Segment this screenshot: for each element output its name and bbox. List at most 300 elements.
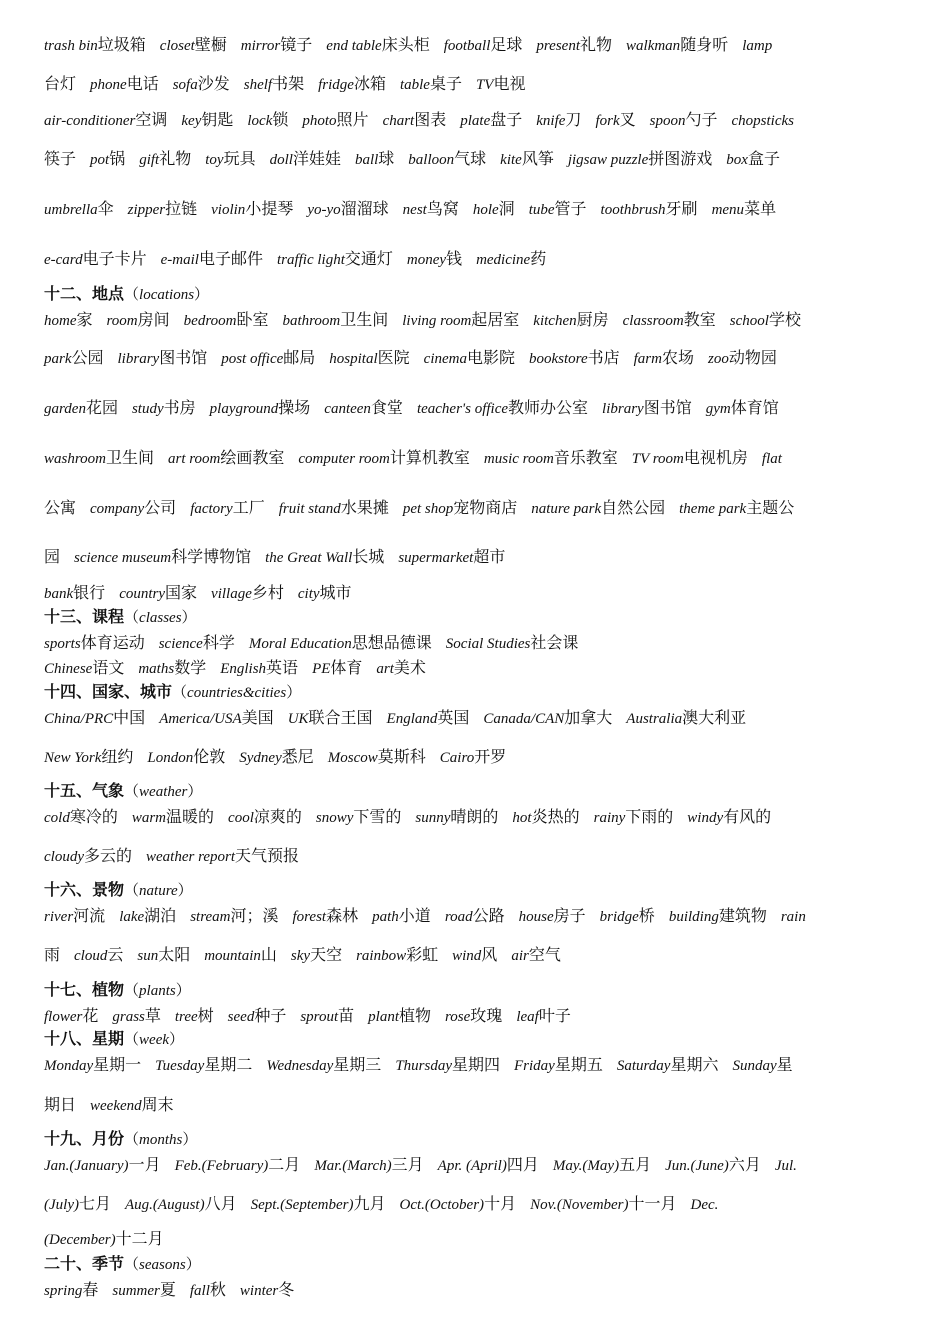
vocab-entry [128, 195, 198, 224]
english-word: zipper [127, 202, 166, 218]
english-word: Thursday [395, 1058, 452, 1074]
chinese-meaning: 锁 [272, 110, 289, 129]
vocab-entry [514, 1051, 603, 1080]
section-heading: 十三、课程（classes） [44, 607, 197, 626]
vocab-entry [600, 902, 655, 931]
vocab-entry [251, 1190, 386, 1219]
vocab-entry [529, 195, 587, 224]
english-word: plate [460, 113, 491, 129]
vocab-line [44, 1276, 920, 1304]
chinese-meaning: 春 [82, 1280, 99, 1299]
vocab-entry [181, 106, 233, 135]
chinese-meaning: 学校 [768, 310, 801, 329]
english-word: weather report [146, 849, 236, 865]
english-word: bank [44, 586, 74, 602]
vocab-entry [679, 494, 794, 523]
chinese-meaning: 纽约 [101, 747, 134, 766]
chinese-meaning: 五月 [619, 1155, 652, 1174]
english-word: phone [90, 77, 127, 93]
vocab-line [44, 1190, 920, 1218]
section-english: plants [139, 983, 176, 999]
vocab-entry [568, 145, 712, 174]
section-title: 十六、景物 [44, 880, 125, 899]
english-word: Monday [44, 1058, 94, 1074]
english-word: sunny [415, 810, 451, 826]
english-word: key [181, 113, 202, 129]
vocab-entry [329, 344, 409, 373]
vocab-entry [424, 344, 515, 373]
chinese-meaning: 期日 [44, 1095, 77, 1114]
vocab-entry [161, 245, 263, 274]
english-word: e-mail [160, 252, 199, 268]
english-word: knife [536, 113, 566, 129]
english-word: Wednesday [266, 1058, 334, 1074]
vocab-entry [44, 444, 154, 473]
english-word: Oct.(October) [399, 1197, 485, 1213]
chinese-meaning: 风 [481, 945, 498, 964]
english-word: table [399, 77, 430, 93]
english-word: Aug.(August) [125, 1197, 205, 1213]
chinese-meaning: 思想品德课 [351, 633, 432, 652]
chinese-meaning: 开罗 [474, 747, 507, 766]
chinese-meaning: 河流 [73, 906, 106, 925]
vocab-entry [90, 494, 176, 523]
english-word: washroom [44, 451, 106, 467]
chinese-meaning: 凉爽的 [253, 807, 302, 826]
section-english: week [139, 1032, 170, 1048]
english-word: (July) [44, 1197, 79, 1213]
chinese-meaning: 有风的 [723, 807, 772, 826]
chinese-meaning: 澳大利亚 [682, 708, 747, 727]
vocab-entry [484, 444, 618, 473]
section-title: 十七、植物 [44, 980, 125, 999]
vocab-entry [298, 579, 352, 608]
chinese-meaning: 房间 [137, 310, 170, 329]
chinese-meaning: 电子卡片 [82, 249, 147, 268]
vocab-line [44, 803, 920, 831]
vocab-entry [44, 70, 76, 98]
vocab-entry [473, 195, 515, 224]
english-word: trash bin [44, 38, 98, 54]
english-word: TV [475, 77, 494, 93]
vocab-entry [730, 306, 801, 335]
vocab-entry [383, 106, 447, 135]
english-word: sky [290, 948, 311, 964]
chinese-meaning: 森林 [326, 906, 359, 925]
chinese-meaning: 彩虹 [406, 945, 439, 964]
vocab-entry [173, 70, 230, 99]
chinese-meaning: 湖泊 [144, 906, 177, 925]
english-word: pet shop [402, 501, 454, 517]
english-word: Saturday [616, 1058, 671, 1074]
vocab-entry [44, 31, 146, 60]
vocab-line [44, 444, 920, 472]
chinese-meaning: 礼物 [580, 35, 613, 54]
chinese-meaning: 拼图游戏 [648, 149, 713, 168]
vocab-entry [511, 941, 561, 970]
vocab-entry [298, 444, 470, 473]
chinese-meaning: 一月 [128, 1155, 161, 1174]
chinese-meaning: 电子邮件 [198, 249, 263, 268]
english-word: Chinese [44, 661, 93, 677]
vocab-line [44, 245, 920, 273]
vocab-entry [132, 803, 214, 832]
vocab-entry [190, 1276, 226, 1305]
vocab-entry [594, 803, 674, 832]
chinese-meaning: 三月 [391, 1155, 424, 1174]
chinese-meaning: 玫瑰 [470, 1006, 503, 1025]
english-word: medicine [476, 252, 531, 268]
chinese-meaning: 星期五 [554, 1055, 603, 1074]
chinese-meaning: 体育馆 [730, 398, 779, 417]
vocab-entry [553, 1151, 651, 1180]
vocab-entry [137, 941, 190, 970]
vocab-entry [417, 394, 588, 423]
vocab-entry [400, 1190, 517, 1219]
section-heading: 十九、月份（months） [44, 1129, 198, 1148]
chinese-meaning: 科学 [202, 633, 235, 652]
vocab-line [44, 1225, 920, 1253]
vocab-entry [445, 902, 505, 931]
chinese-meaning: 勺子 [685, 110, 718, 129]
vocab-entry [190, 494, 265, 523]
chinese-meaning: 图表 [414, 110, 447, 129]
english-word: toy [205, 152, 224, 168]
chinese-meaning: 沙发 [197, 74, 230, 93]
vocab-entry [483, 704, 612, 733]
english-word: science [158, 636, 203, 652]
vocab-line [44, 1091, 920, 1119]
vocab-line [44, 31, 920, 59]
english-word: hospital [329, 351, 378, 367]
chinese-meaning: 洋娃娃 [292, 149, 341, 168]
vocab-entry [147, 743, 225, 772]
chinese-meaning: 钥匙 [201, 110, 234, 129]
section-heading: 十八、星期（week） [44, 1029, 185, 1048]
vocab-entry [44, 344, 104, 373]
chinese-meaning: 联合王国 [308, 708, 373, 727]
vocab-line [44, 654, 920, 682]
english-word: cloudy [44, 849, 84, 865]
vocab-entry [398, 543, 505, 572]
chinese-meaning: 花 [82, 1006, 99, 1025]
section-title: 二十、季节 [44, 1254, 125, 1273]
chinese-meaning: 园 [44, 547, 61, 566]
english-word: seed [227, 1009, 255, 1025]
english-word: menu [711, 202, 745, 218]
vocab-entry [44, 1091, 76, 1119]
english-word: lock [247, 113, 273, 129]
english-word: pot [90, 152, 110, 168]
section-english: nature [139, 883, 178, 899]
vocab-entry [312, 654, 362, 683]
english-word: theme park [679, 501, 747, 517]
vocab-entry [44, 1276, 98, 1305]
english-word: cinema [423, 351, 467, 367]
vocab-entry [228, 1002, 287, 1031]
chinese-meaning: 四月 [506, 1155, 539, 1174]
chinese-meaning: 英国 [437, 708, 470, 727]
english-word: Apr. (April) [437, 1158, 507, 1174]
english-word: path [372, 909, 399, 925]
vocab-entry [210, 394, 311, 423]
vocab-entry [742, 31, 772, 60]
vocab-entry [712, 195, 777, 224]
vocab-entry [288, 704, 373, 733]
vocab-line [44, 344, 920, 372]
vocab-entry [500, 145, 554, 174]
chinese-meaning: 树 [197, 1006, 214, 1025]
english-word: lake [119, 909, 145, 925]
english-word: Jun.(June) [665, 1158, 729, 1174]
english-word: Moscow [327, 750, 378, 766]
section-heading: 二十、季节（seasons） [44, 1254, 201, 1273]
chinese-meaning: 夏 [159, 1280, 176, 1299]
section-english: weather [139, 784, 188, 800]
vocab-entry [266, 1051, 381, 1080]
vocab-entry [221, 344, 315, 373]
chinese-meaning: 下雨的 [625, 807, 674, 826]
english-word: flower [44, 1009, 83, 1025]
english-word: art [376, 661, 394, 677]
vocab-entry [44, 743, 133, 772]
english-word: river [44, 909, 74, 925]
vocab-entry [602, 394, 692, 423]
english-word: sprout [300, 1009, 339, 1025]
english-word: gift [139, 152, 160, 168]
english-word: room [106, 313, 138, 329]
english-word: Nov.(November) [530, 1197, 629, 1213]
vocab-entry [708, 344, 777, 373]
vocab-line [44, 579, 920, 607]
section-heading: 十五、气象（weather） [44, 781, 203, 800]
english-word: maths [138, 661, 175, 677]
vocab-entry [438, 1151, 539, 1180]
vocab-entry [44, 704, 145, 733]
chinese-meaning: 山 [260, 945, 277, 964]
chinese-meaning: 云 [107, 945, 124, 964]
vocab-entry [407, 245, 462, 274]
english-word: air-conditioner [44, 113, 136, 129]
chinese-meaning: 工厂 [232, 498, 265, 517]
english-word: warm [131, 810, 167, 826]
english-word: snowy [315, 810, 354, 826]
vocab-entry [318, 70, 386, 99]
vocab-entry [90, 145, 125, 174]
english-word: windy [687, 810, 724, 826]
chinese-meaning: 周末 [141, 1095, 174, 1114]
chinese-meaning: 厨房 [576, 310, 609, 329]
english-word: UK [287, 711, 309, 727]
chinese-meaning: 星期四 [452, 1055, 501, 1074]
english-word: the Great Wall [265, 550, 353, 566]
section-title: 十五、气象 [44, 781, 125, 800]
english-word: football [443, 38, 491, 54]
english-word: cool [228, 810, 254, 826]
english-word: computer room [298, 451, 390, 467]
english-word: walkman [626, 38, 681, 54]
english-word: sun [137, 948, 159, 964]
vocab-entry [531, 494, 665, 523]
english-word: mirror [240, 38, 281, 54]
vocab-entry [395, 1051, 500, 1080]
english-word: balloon [408, 152, 455, 168]
chinese-meaning: 图书馆 [159, 348, 208, 367]
vocab-entry [376, 654, 426, 683]
english-word: Friday [514, 1058, 555, 1074]
english-word: e-card [44, 252, 83, 268]
chinese-meaning: 公园 [71, 348, 104, 367]
chinese-meaning: 八月 [204, 1194, 237, 1213]
english-word: supermarket [398, 550, 474, 566]
chinese-meaning: 家 [76, 310, 93, 329]
vocab-entry [279, 494, 389, 523]
chinese-meaning: 药 [530, 249, 547, 268]
vocab-line [44, 394, 920, 422]
english-word: canteen [324, 401, 371, 417]
vocab-entry [228, 803, 302, 832]
chinese-meaning: 叉 [619, 110, 636, 129]
chinese-meaning: 公司 [144, 498, 177, 517]
english-word: end table [326, 38, 382, 54]
english-word: music room [483, 451, 554, 467]
english-word: gym [705, 401, 731, 417]
chinese-meaning: 美术 [393, 658, 426, 677]
chinese-meaning: 电影院 [466, 348, 515, 367]
vocab-entry [400, 70, 462, 99]
vocab-entry [44, 1190, 111, 1219]
english-word: tree [174, 1009, 198, 1025]
chinese-meaning: 十二月 [115, 1229, 164, 1248]
vocab-entry [516, 1002, 571, 1031]
vocab-entry [292, 902, 358, 931]
chinese-meaning: 鸟窝 [426, 199, 459, 218]
english-word: money [406, 252, 447, 268]
english-word: (December) [44, 1232, 116, 1248]
chinese-meaning: 建筑物 [718, 906, 767, 925]
english-word: art room [167, 451, 221, 467]
vocab-line [44, 743, 920, 771]
english-word: study [131, 401, 164, 417]
vocab-line [44, 842, 920, 870]
english-word: classroom [622, 313, 684, 329]
chinese-meaning: 悉尼 [281, 747, 314, 766]
section-heading: 十六、景物（nature） [44, 880, 193, 899]
vocab-entry [595, 106, 635, 135]
english-word: kite [500, 152, 522, 168]
vocab-entry [244, 70, 304, 99]
chinese-meaning: 绘画教室 [220, 448, 285, 467]
chinese-meaning: 足球 [490, 35, 523, 54]
chinese-meaning: 银行 [73, 583, 106, 602]
chinese-meaning: 随身听 [680, 35, 729, 54]
vocab-entry [519, 902, 586, 931]
vocab-line [44, 70, 920, 98]
english-word: kitchen [533, 313, 577, 329]
english-word: spring [44, 1283, 83, 1299]
chinese-meaning: 书架 [272, 74, 305, 93]
vocab-entry [302, 106, 368, 135]
english-word: Jan.(January) [44, 1158, 129, 1174]
vocab-line [44, 106, 920, 134]
chinese-meaning: 卫生间 [340, 310, 389, 329]
chinese-meaning: 星期二 [204, 1055, 253, 1074]
vocab-entry [533, 306, 608, 335]
section-heading: 十七、植物（plants） [44, 980, 191, 999]
chinese-meaning: 自然公园 [601, 498, 666, 517]
chinese-meaning: 牙刷 [665, 199, 698, 218]
chinese-meaning: 种子 [254, 1006, 287, 1025]
chinese-meaning: 十月 [484, 1194, 517, 1213]
chinese-meaning: 卧室 [236, 310, 269, 329]
english-word: lamp [742, 38, 773, 54]
english-word: rainy [593, 810, 626, 826]
chinese-meaning: 盒子 [747, 149, 780, 168]
english-word: living room [402, 313, 472, 329]
chinese-meaning: 九月 [353, 1194, 386, 1213]
english-word: closet [159, 38, 195, 54]
english-word: China/PRC [44, 711, 114, 727]
vocab-entry [107, 306, 170, 335]
english-word: fridge [318, 77, 354, 93]
english-word: summer [112, 1283, 160, 1299]
chinese-meaning: 寒冷的 [69, 807, 118, 826]
chinese-meaning: 刀 [565, 110, 582, 129]
chinese-meaning: 管子 [554, 199, 587, 218]
vocab-entry [452, 941, 497, 970]
vocab-entry [160, 31, 227, 60]
vocab-entry [241, 31, 312, 60]
vocab-entry [155, 1051, 252, 1080]
chinese-meaning: 球 [378, 149, 395, 168]
english-word: building [668, 909, 719, 925]
chinese-meaning: 玩具 [223, 149, 256, 168]
chinese-meaning: 操场 [278, 398, 311, 417]
english-word: mountain [204, 948, 261, 964]
english-word: rose [445, 1009, 471, 1025]
vocab-entry [74, 543, 251, 572]
chinese-meaning: 莫斯科 [377, 747, 426, 766]
english-word: shelf [243, 77, 273, 93]
english-word: England [386, 711, 438, 727]
vocab-entry [617, 1051, 719, 1080]
english-word: Social Studies [445, 636, 531, 652]
chinese-meaning: 国家 [165, 583, 198, 602]
chinese-meaning: 加拿大 [564, 708, 613, 727]
vocab-entry [44, 1151, 161, 1180]
english-word: sofa [172, 77, 198, 93]
chinese-meaning: 电视机房 [683, 448, 748, 467]
english-word: sports [44, 636, 81, 652]
chinese-meaning: 食堂 [370, 398, 403, 417]
vocab-entry [291, 941, 342, 970]
chinese-meaning: 太阳 [158, 945, 191, 964]
english-word: Sept.(September) [250, 1197, 354, 1213]
chinese-meaning: 下雪的 [353, 807, 402, 826]
chinese-meaning: 交通灯 [344, 249, 393, 268]
chinese-meaning: 叶子 [538, 1006, 571, 1025]
english-word: garden [44, 401, 86, 417]
english-word: leaf [516, 1009, 539, 1025]
vocab-entry [44, 803, 118, 832]
vocab-entry [731, 106, 793, 135]
english-word: chart [382, 113, 415, 129]
vocab-line [44, 902, 920, 930]
english-word: Cairo [439, 750, 475, 766]
chinese-meaning: 数学 [174, 658, 207, 677]
vocab-entry [403, 494, 517, 523]
english-word: present [536, 38, 580, 54]
